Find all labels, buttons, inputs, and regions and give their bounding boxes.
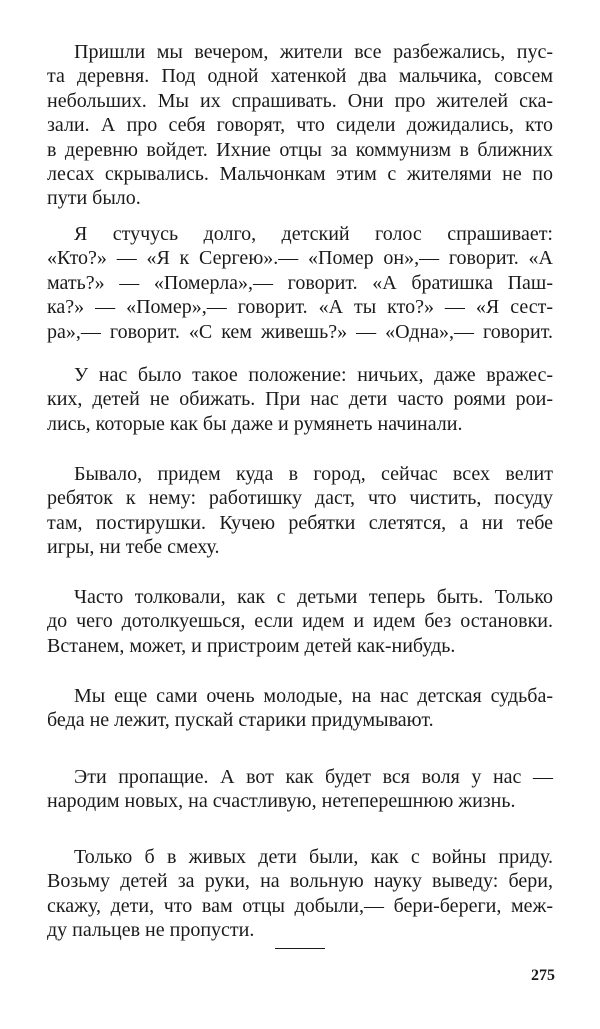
paragraph-3 bbox=[47, 363, 553, 436]
text-line: игры, ни тебе смеху. bbox=[47, 536, 220, 559]
text-line: мать?» — «Померла»,— говорит. «А братишка Паш- bbox=[47, 271, 553, 294]
text-line: Бывало, придем куда в город, сейчас всех велит bbox=[74, 463, 553, 485]
text-line: в деревню войдет. Ихние отцы за коммунизм в ближних bbox=[47, 138, 553, 161]
paragraph-6 bbox=[47, 684, 553, 733]
text-line: «Кто?» — «Я к Сергею».— «Помер он»,— говорит. «А bbox=[47, 247, 553, 270]
text-line: беда не лежит, пускай старики придумывают. bbox=[47, 709, 434, 732]
text-line: зали. А про себя говорят, что сидели дожидались, кто bbox=[47, 114, 553, 137]
text-line: ду пальцев не пропусти. bbox=[47, 919, 255, 942]
text-line: Я стучусь долго, детский голос спрашивает: bbox=[74, 223, 553, 245]
end-of-text-rule bbox=[275, 948, 325, 949]
text-line: там, постирушки. Кучею ребятки слетятся, а ни тебе bbox=[47, 511, 553, 534]
text-line: У нас было такое положение: ничьих, даже вражес- bbox=[74, 364, 553, 386]
text-line: Эти пропащие. А вот как будет вся воля у нас — bbox=[74, 766, 553, 788]
text-line: народим новых, на счастливую, нетеперешнюю жизнь. bbox=[47, 790, 516, 813]
text-line: Только б в живых дети были, как с войны приду. bbox=[74, 846, 553, 868]
paragraph-5 bbox=[47, 585, 553, 658]
text-line: небольших. Мы их спрашивать. Они про жителей ска- bbox=[47, 89, 553, 112]
text-line: Встанем, может, и пристроим детей как-нибудь. bbox=[47, 634, 456, 657]
paragraph-7 bbox=[47, 765, 553, 814]
text-line: пути было. bbox=[47, 187, 141, 210]
text-line: ка?» — «Помер»,— говорит. «А ты кто?» — «Я сест- bbox=[47, 296, 553, 319]
paragraph-4 bbox=[47, 462, 553, 560]
page-number: 275 bbox=[531, 967, 555, 984]
text-line: та деревня. Под одной хатенкой два мальчика, совсем bbox=[47, 65, 553, 88]
text-line: Пришли мы вечером, жители все разбежались, пус- bbox=[74, 41, 553, 63]
text-line: ребяток к нему: работишку даст, что чистить, посуду bbox=[47, 487, 553, 510]
text-line: лись, которые как бы даже и румянеть начинали. bbox=[47, 412, 463, 435]
text-line: Мы еще сами очень молодые, на нас детская судьба- bbox=[74, 685, 553, 707]
text-line: Возьму детей за руки, на вольную науку выведу: бери, bbox=[47, 870, 553, 893]
paragraph-2 bbox=[47, 222, 553, 344]
paragraph-1 bbox=[47, 40, 553, 211]
text-line: ра»,— говорит. «С кем живешь?» — «Одна»,— говорит. bbox=[47, 320, 553, 343]
text-line: до чего дотолкуешься, если идем и идем без остановки. bbox=[47, 610, 553, 633]
text-line: скажу, дети, что вам отцы добыли,— бери-береги, меж- bbox=[47, 894, 553, 917]
text-line: лесах скрывались. Мальчонкам этим с жителями не по bbox=[47, 162, 553, 185]
text-line: ких, детей не обижать. При нас дети часто роями рои- bbox=[47, 388, 553, 411]
text-line: Часто толковали, как с детьми теперь быть. Только bbox=[74, 586, 553, 608]
paragraph-8 bbox=[47, 845, 553, 943]
